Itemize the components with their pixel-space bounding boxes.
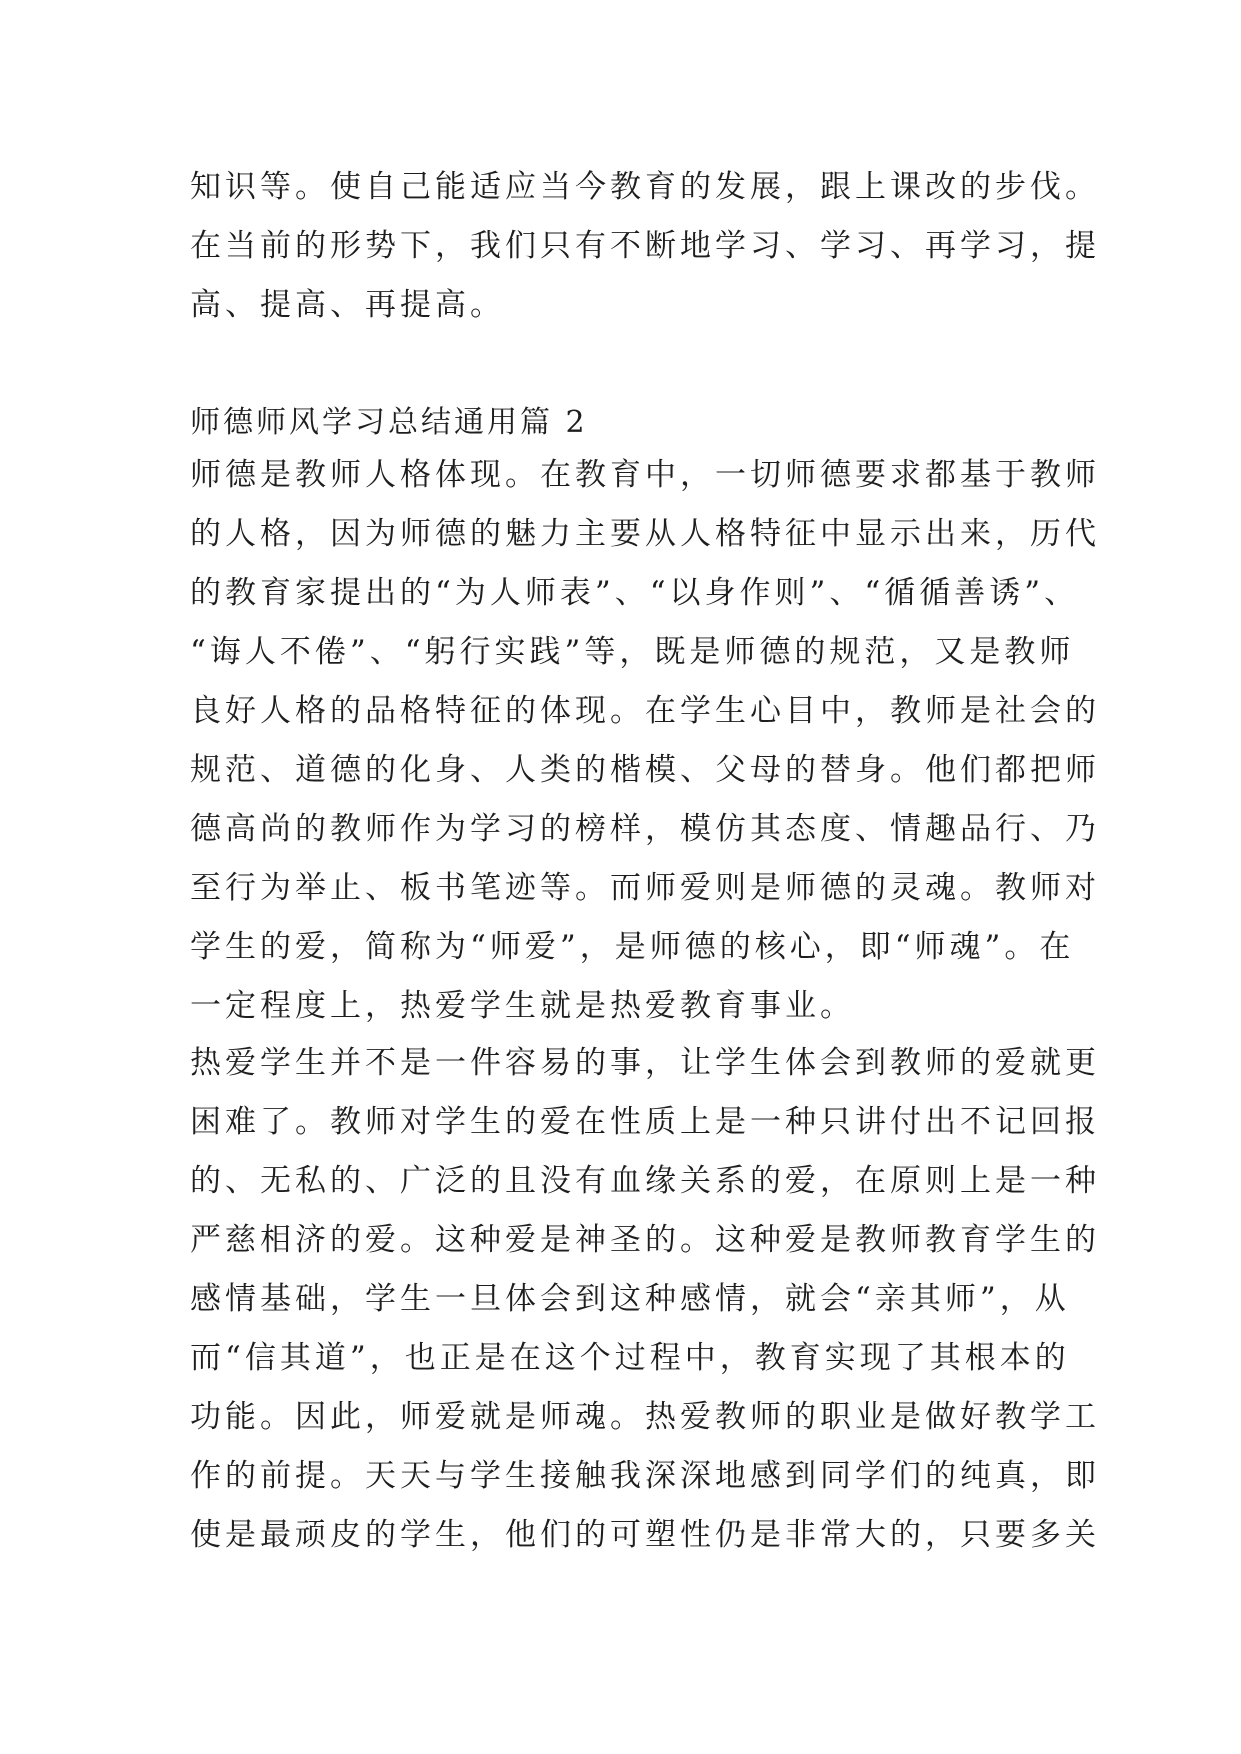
text-line: 规范、道德的化身、人类的楷模、父母的替身。他们都把师 <box>190 752 1100 788</box>
text-line: 使是最顽皮的学生，他们的可塑性仍是非常大的，只要多关 <box>190 1517 1100 1553</box>
text-line: 而“信其道”，也正是在这个过程中，教育实现了其根本的 <box>190 1340 1070 1376</box>
section-heading-text: 师德师风学习总结通用篇 2 <box>190 405 588 440</box>
text-line: “诲人不倦”、“躬行实践”等，既是师德的规范，又是教师 <box>190 634 1075 670</box>
text-line: 在当前的形势下，我们只有不断地学习、学习、再学习，提 <box>190 228 1100 264</box>
text-line: 一定程度上，热爱学生就是热爱教育事业。 <box>190 988 855 1024</box>
text-line: 师德是教师人格体现。在教育中，一切师德要求都基于教师 <box>190 457 1100 493</box>
text-line: 高、提高、再提高。 <box>190 287 505 323</box>
text-line: 感情基础，学生一旦体会到这种感情，就会“亲其师”，从 <box>190 1281 1070 1317</box>
text-line: 功能。因此，师爱就是师魂。热爱教师的职业是做好教学工 <box>190 1399 1100 1435</box>
text-line: 学生的爱，简称为“师爱”，是师德的核心，即“师魂”。在 <box>190 929 1075 965</box>
text-line: 知识等。使自己能适应当今教育的发展，跟上课改的步伐。 <box>190 169 1100 205</box>
text-line: 的人格，因为师德的魅力主要从人格特征中显示出来，历代 <box>190 516 1100 552</box>
text-line: 作的前提。天天与学生接触我深深地感到同学们的纯真，即 <box>190 1458 1100 1494</box>
text-line: 的、无私的、广泛的且没有血缘关系的爱，在原则上是一种 <box>190 1163 1100 1199</box>
section-heading <box>190 393 1070 452</box>
text-line: 良好人格的品格特征的体现。在学生心目中，教师是社会的 <box>190 693 1100 729</box>
paragraph-2 <box>190 1034 1100 1565</box>
text-line: 德高尚的教师作为学习的榜样，模仿其态度、情趣品行、乃 <box>190 811 1100 847</box>
text-line: 至行为举止、板书笔迹等。而师爱则是师德的灵魂。教师对 <box>190 870 1100 906</box>
text-line: 热爱学生并不是一件容易的事，让学生体会到教师的爱就更 <box>190 1045 1100 1081</box>
paragraph-1 <box>190 446 1100 1036</box>
intro-paragraph <box>190 158 1100 335</box>
text-line: 困难了。教师对学生的爱在性质上是一种只讲付出不记回报 <box>190 1104 1100 1140</box>
text-line: 严慈相济的爱。这种爱是神圣的。这种爱是教师教育学生的 <box>190 1222 1100 1258</box>
text-line: 的教育家提出的“为人师表”、“以身作则”、“循循善诱”、 <box>190 575 1080 611</box>
